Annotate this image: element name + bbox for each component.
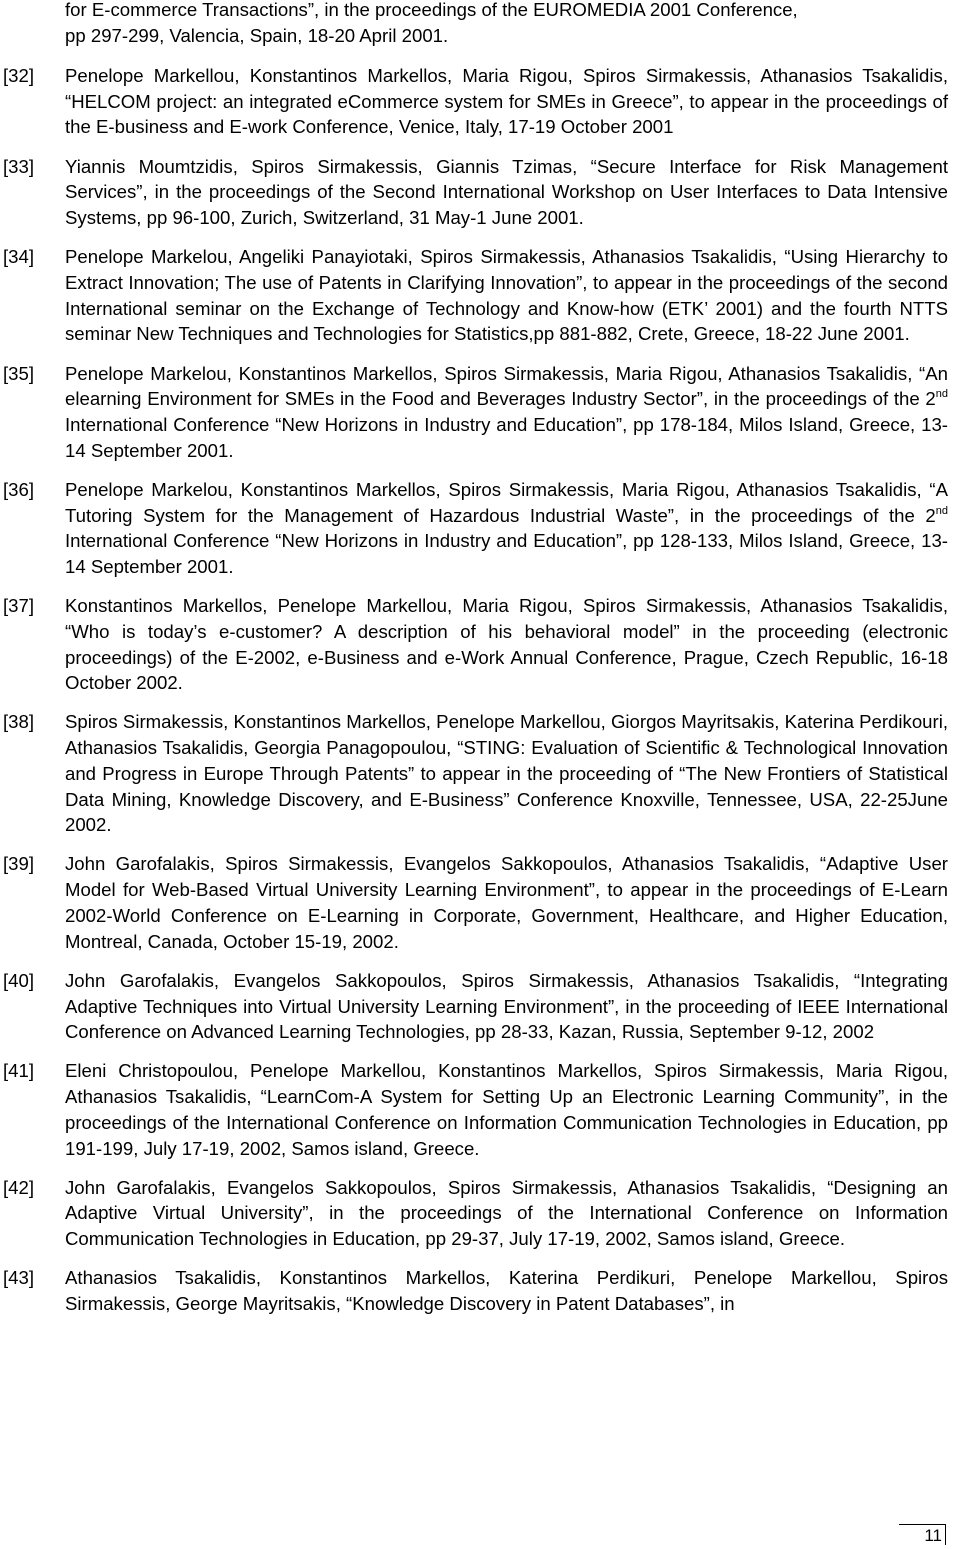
reference-number: [36] [3, 478, 35, 500]
reference-item [0, 63, 948, 140]
reference-item [0, 244, 948, 347]
reference-text: Penelope Markellou, Konstantinos Markellos, Maria Rigou, Spiros Sirmakessis, Athanasios Tsakalidis, “HELCOM project: an integrated eCommerce system for SMEs in Greece”, to appear in the proceedings of the E-business and E-work Conference, Venice, Italy, 17-19 October 2001 [65, 65, 948, 138]
reference-item [0, 851, 948, 954]
reference-text-part: International Conference “New Horizons in Industry and Education”, pp 128-133, Milos Island, Greece, 13-14 September 2001. [65, 530, 948, 577]
reference-item [0, 1265, 948, 1316]
reference-number: [35] [3, 362, 35, 384]
reference-text-part: International Conference “New Horizons in Industry and Education”, pp 178-184, Milos Island, Greece, 13-14 September 2001. [65, 413, 948, 461]
reference-text: Spiros Sirmakessis, Konstantinos Markellos, Penelope Markellou, Giorgos Mayritsakis, Katerina Perdikouri, Athanasios Tsakalidis, Georgia Panagopoulou, “STING: Evaluation of Scientific & Technological Innovation and Progress in Europe Through Patents” to appear in the proceeding of “The New Frontiers of Statistical Data Mining, Knowledge Discovery, and E-Business” Conference Knoxville, Tennessee, USA, 22-25June 2002. [65, 711, 948, 836]
reference-text: Penelope Markelou, Angeliki Panayiotaki, Spiros Sirmakessis, Athanasios Tsakalidis, “Using Hierarchy to Extract Innovation; The use of Patents in Clarifying Innovation”, to appear in the proceedings of the second International seminar on the Exchange of Technology and Know-how (ETK’ 2001) and the fourth NTTS seminar New Techniques and Technologies for Statistics,pp 881-882, Crete, Greece, 18-22 June 2001. [65, 246, 948, 345]
reference-number: [40] [3, 969, 35, 991]
reference-text: John Garofalakis, Evangelos Sakkopoulos, Spiros Sirmakessis, Athanasios Tsakalidis, “Designing an Adaptive Virtual University”, in the proceedings of the International Conference on Information Communication Technologies in Education, pp 29-37, July 17-19, 2002, Samos island, Greece. [65, 1176, 948, 1250]
continued-reference-line-2: pp 297-299, Valencia, Spain, 18-20 April 2001. [65, 24, 449, 46]
reference-text: Athanasios Tsakalidis, Konstantinos Markellos, Katerina Perdikuri, Penelope Markellou, Spiros Sirmakessis, George Mayritsakis, “Knowledge Discovery in Patent Databases”, in [65, 1267, 948, 1315]
reference-text [65, 361, 948, 464]
reference-item [0, 709, 948, 838]
ordinal-superscript: nd [935, 388, 948, 401]
reference-number: [37] [3, 595, 35, 617]
reference-number: [33] [3, 155, 35, 177]
reference-item [0, 1175, 948, 1252]
reference-number: [41] [3, 1060, 35, 1082]
reference-number: [39] [3, 853, 35, 875]
reference-text: John Garofalakis, Evangelos Sakkopoulos, Spiros Sirmakessis, Athanasios Tsakalidis, “Integrating Adaptive Techniques into Virtual University Learning Environment”, in the proceeding of IEEE International Conference on Advanced Learning Technologies, pp 28-33, Kazan, Russia, September 9-12, 2002 [65, 969, 948, 1043]
reference-number: [34] [3, 246, 35, 268]
reference-number: [38] [3, 711, 35, 733]
reference-item [0, 968, 948, 1045]
reference-item [0, 361, 948, 464]
ordinal-superscript: nd [935, 504, 948, 517]
reference-text-part: Penelope Markelou, Konstantinos Markellos, Spiros Sirmakessis, Maria Rigou, Athanasios Tsakalidis, “A Tutoring System for the Management of Hazardous Industrial Waste”, in the proceedings of the 2 [65, 478, 948, 526]
reference-text: Eleni Christopoulou, Penelope Markellou, Konstantinos Markellos, Spiros Sirmakessis, Maria Rigou, Athanasios Tsakalidis, “LearnCom-A System for Setting Up an Electronic Learning Community”, in the proceedings of the International Conference on Information Communication Technologies in Education, pp 191-199, July 17-19, 2002, Samos island, Greece. [65, 1060, 948, 1159]
reference-text: Yiannis Moumtzidis, Spiros Sirmakessis, Giannis Tzimas, “Secure Interface for Risk Management Services”, in the proceedings of the Second International Workshop on User Interfaces to Data Intensive Systems, pp 96-100, Zurich, Switzerland, 31 May-1 June 2001. [65, 155, 948, 229]
reference-item [0, 593, 948, 696]
reference-list [0, 63, 948, 1330]
reference-text: Konstantinos Markellos, Penelope Markellou, Maria Rigou, Spiros Sirmakessis, Athanasios Tsakalidis, “Who is today’s e-customer? A description of his behavioral model” in the proceeding (electronic proceedings) of the E-2002, e-Business and e-Work Annual Conference, Prague, Czech Republic, 16-18 October 2002. [65, 595, 948, 694]
page-number: 11 [899, 1524, 946, 1545]
reference-item [0, 154, 948, 231]
reference-text: John Garofalakis, Spiros Sirmakessis, Evangelos Sakkopoulos, Athanasios Tsakalidis, “Adaptive User Model for Web-Based Virtual University Learning Environment”, to appear in the proceedings of E-Learn 2002-World Conference on E-Learning in Corporate, Government, Healthcare, and Higher Education, Montreal, Canada, October 15-19, 2002. [65, 853, 948, 952]
continued-reference [65, 0, 948, 48]
reference-text [65, 477, 948, 580]
reference-text-part: Penelope Markelou, Konstantinos Markellos, Spiros Sirmakessis, Maria Rigou, Athanasios Tsakalidis, “An elearning Environment for SMEs in the Food and Beverages Industry Sector”, in the proceedings of the 2 [65, 362, 948, 410]
reference-item [0, 1058, 948, 1161]
reference-item [0, 477, 948, 580]
reference-number: [32] [3, 65, 35, 86]
reference-number: [43] [3, 1267, 35, 1289]
continued-reference-line-1: for E-commerce Transactions”, in the proceedings of the EUROMEDIA 2001 Conference, [65, 0, 798, 20]
reference-number: [42] [3, 1176, 35, 1198]
